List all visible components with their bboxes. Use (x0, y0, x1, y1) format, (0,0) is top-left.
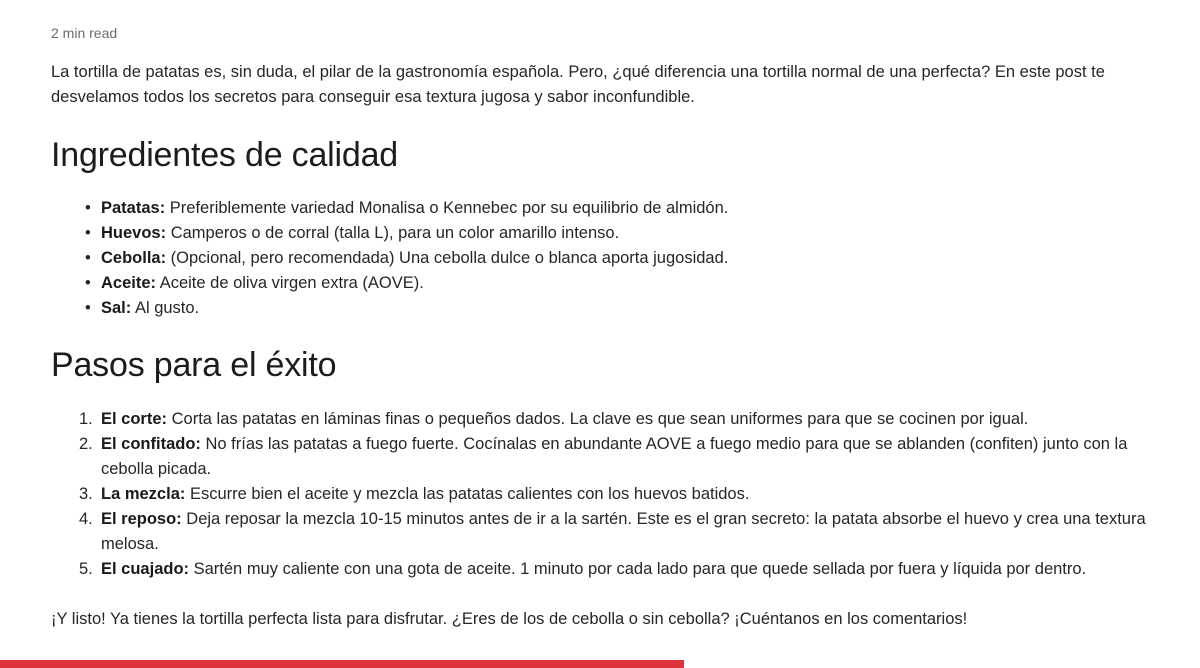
bullet-icon: • (85, 224, 91, 242)
ingredient-text: Al gusto. (131, 299, 200, 317)
step-label: El reposo: (101, 510, 182, 528)
outro-paragraph: ¡Y listo! Ya tienes la tortilla perfecta lista para disfrutar. ¿Eres de los de cebolla o sin cebolla? ¡Cuéntanos en los comentarios! (51, 610, 968, 628)
bullet-icon: • (85, 299, 91, 317)
step-number: 3. (79, 485, 93, 503)
step-label: El corte: (101, 410, 168, 428)
step-item (79, 432, 1161, 482)
step-label: El cuajado: (101, 560, 190, 578)
steps-list (79, 407, 1161, 582)
ingredient-text: Camperos o de corral (talla L), para un color amarillo intenso. (166, 224, 620, 242)
ingredients-heading: Ingredientes de calidad (51, 136, 398, 174)
ingredient-text: (Opcional, pero recomendada) Una cebolla dulce o blanca aporta jugosidad. (166, 249, 729, 267)
ingredient-label: Sal: (101, 299, 132, 317)
reading-progress-bar (0, 660, 1200, 668)
steps-heading: Pasos para el éxito (51, 346, 337, 384)
step-text: Deja reposar la mezcla 10-15 minutos antes de ir a la sartén. Este es el gran secreto: la patata absorbe el huevo y crea una textura melosa. (101, 510, 1146, 553)
ingredient-text: Aceite de oliva virgen extra (AOVE). (156, 274, 424, 292)
step-label: La mezcla: (101, 485, 186, 503)
intro-paragraph: La tortilla de patatas es, sin duda, el pilar de la gastronomía española. Pero, ¿qué diferencia una tortilla normal de una perfecta? En este post te desvelamos todos los secretos para conseguir esa textura jugosa y sabor inconfundible. (51, 63, 1105, 106)
step-item (79, 507, 1161, 557)
ingredient-item (85, 221, 728, 246)
ingredients-list (85, 196, 729, 321)
step-text: Sartén muy caliente con una gota de aceite. 1 minuto por cada lado para que quede sellada por fuera y líquida por dentro. (189, 560, 1087, 578)
ingredient-item (85, 296, 728, 321)
reading-progress-fill (0, 660, 684, 668)
step-text: Corta las patatas en láminas finas o pequeños dados. La clave es que sean uniformes para que se cocinen por igual. (167, 410, 1029, 428)
step-item (79, 482, 1161, 507)
ingredient-label: Patatas: (101, 199, 166, 217)
step-label: El confitado: (101, 435, 201, 453)
step-number: 2. (79, 435, 93, 453)
ingredient-item (85, 196, 729, 221)
bullet-icon: • (85, 274, 91, 292)
step-number: 5. (79, 560, 93, 578)
ingredient-item (85, 246, 729, 271)
step-number: 1. (79, 410, 93, 428)
ingredient-label: Aceite: (101, 274, 157, 292)
bullet-icon: • (85, 249, 91, 267)
step-item (79, 407, 1161, 432)
step-text: No frías las patatas a fuego fuerte. Cocínalas en abundante AOVE a fuego medio para que se ablanden (confiten) junto con la cebolla picada. (101, 435, 1128, 478)
step-item (79, 557, 1161, 582)
ingredient-label: Cebolla: (101, 249, 167, 267)
read-time: 2 min read (51, 25, 118, 41)
ingredient-item (85, 271, 728, 296)
ingredient-text: Preferiblemente variedad Monalisa o Kennebec por su equilibrio de almidón. (165, 199, 729, 217)
ingredient-label: Huevos: (101, 224, 167, 242)
step-number: 4. (79, 510, 93, 528)
step-text: Escurre bien el aceite y mezcla las patatas calientes con los huevos batidos. (185, 485, 750, 503)
bullet-icon: • (85, 199, 91, 217)
